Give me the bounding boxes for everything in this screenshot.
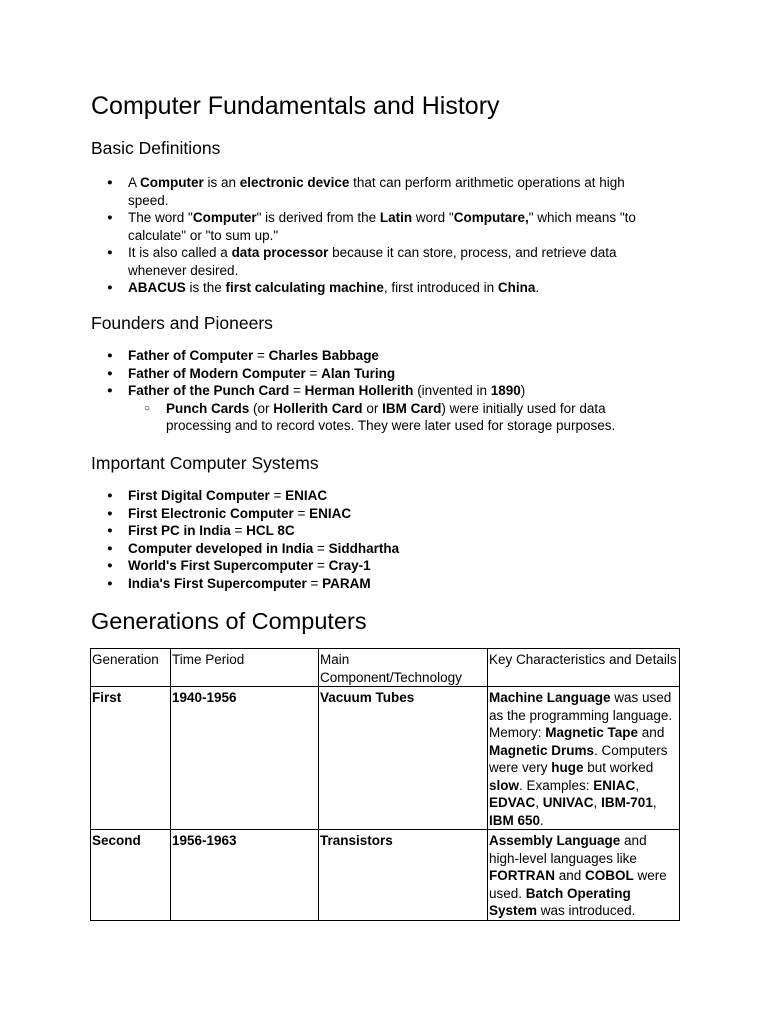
list-item: ● First Digital Computer = ENIAC bbox=[91, 487, 651, 505]
section-heading-computer-systems: Important Computer Systems bbox=[91, 453, 319, 473]
column-header: Generation bbox=[91, 649, 171, 687]
list-item: ● World's First Supercomputer = Cray-1 bbox=[91, 557, 651, 575]
basic-definitions-list bbox=[91, 174, 651, 297]
sub-list bbox=[128, 400, 651, 435]
page-title: Computer Fundamentals and History bbox=[91, 92, 500, 120]
list-item: ● Father of Computer = Charles Babbage bbox=[91, 347, 651, 365]
table-row bbox=[91, 830, 680, 921]
list-item: ● A Computer is an electronic device that can perform arithmetic operations at high speed. bbox=[91, 174, 651, 209]
list-item: ● Computer developed in India = Siddhartha bbox=[91, 540, 651, 558]
generation-cell: First bbox=[91, 687, 171, 830]
list-item: ● First PC in India = HCL 8C bbox=[91, 522, 651, 540]
component-cell: Vacuum Tubes bbox=[319, 687, 488, 830]
details-cell: Machine Language was used as the programming language. Memory: Magnetic Tape and Magnetic Drums. Computers were very huge but worked slow. Examples: ENIAC, EDVAC, UNIVAC, IBM-701, IBM 650. bbox=[488, 687, 680, 830]
time-period-cell: 1940-1956 bbox=[171, 687, 319, 830]
details-cell: Assembly Language and high-level languages like FORTRAN and COBOL were used. Batch Operating System was introduced. bbox=[488, 830, 680, 921]
section-heading-founders: Founders and Pioneers bbox=[91, 313, 273, 333]
list-item: ● Father of Modern Computer = Alan Turing bbox=[91, 365, 651, 383]
list-item: ● The word "Computer" is derived from the Latin word "Computare," which means "to calculate" or "to sum up." bbox=[91, 209, 651, 244]
list-item: ● India's First Supercomputer = PARAM bbox=[91, 575, 651, 593]
table-row bbox=[91, 687, 680, 830]
generations-table bbox=[90, 648, 680, 921]
component-cell: Transistors bbox=[319, 830, 488, 921]
list-item: ● It is also called a data processor because it can store, process, and retrieve data whenever desired. bbox=[91, 244, 651, 279]
generation-cell: Second bbox=[91, 830, 171, 921]
section-heading-generations: Generations of Computers bbox=[91, 608, 367, 634]
section-heading-basic-definitions: Basic Definitions bbox=[91, 138, 221, 158]
sub-list-item: ○ Punch Cards (or Hollerith Card or IBM Card) were initially used for data processing and to record votes. They were later used for storage purposes. bbox=[128, 400, 651, 435]
computer-systems-list bbox=[91, 487, 651, 592]
column-header: Key Characteristics and Details bbox=[488, 649, 680, 687]
list-item: ● Father of the Punch Card = Herman Hollerith (invented in 1890) ○ Punch Cards (or Hollerith Card or IBM Card) were initially used for data processing and to record votes. They were later used for storage purposes. bbox=[91, 382, 651, 435]
time-period-cell: 1956-1963 bbox=[171, 830, 319, 921]
list-item: ● ABACUS is the first calculating machine, first introduced in China. bbox=[91, 279, 651, 297]
table-header-row bbox=[91, 649, 680, 687]
founders-list bbox=[91, 347, 651, 435]
column-header: Main Component/Technology bbox=[319, 649, 488, 687]
column-header: Time Period bbox=[171, 649, 319, 687]
list-item: ● First Electronic Computer = ENIAC bbox=[91, 505, 651, 523]
